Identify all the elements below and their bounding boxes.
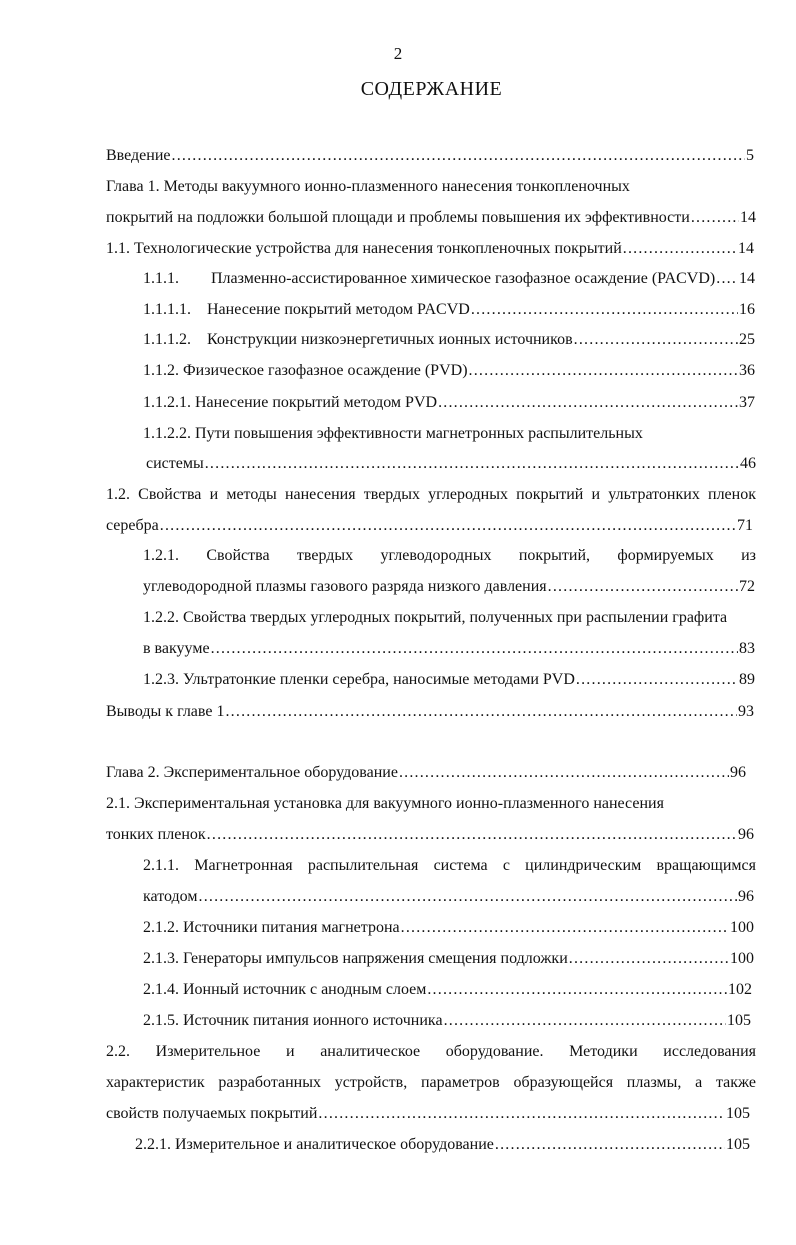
- toc-entry-2-2: 2.2. Измерительное и аналитическое оборудование. Методики исследования: [106, 1043, 756, 1060]
- page-number: 2: [393, 44, 403, 63]
- toc-entry-1-1: 1.1. Технологические устройства для нанесения тонкопленочных покрытий ..... 14: [106, 237, 754, 261]
- toc-title: СОДЕРЖАНИЕ: [360, 78, 503, 100]
- toc-entry-2-1-1-cont: катодом ..... 96: [143, 885, 754, 909]
- toc-entry-1-1-2: 1.1.2. Физическое газофазное осаждение (PVD) ..... 36: [143, 359, 755, 383]
- toc-entry-2-1-1: 2.1.1. Магнетронная распылительная система с цилиндрическим вращающимся: [143, 857, 756, 874]
- toc-entry-1-2: 1.2. Свойства и методы нанесения твердых углеродных покрытий и ультратонких пленок: [106, 486, 756, 503]
- toc-entry-1-2-cont: серебра ..... 71: [106, 514, 753, 538]
- toc-entry-1-1-2-1: 1.1.2.1. Нанесение покрытий методом PVD ..... 37: [143, 391, 755, 415]
- toc-entry-chapter-1-cont: покрытий на подложки большой площади и проблемы повышения их эффективности ..... 14: [106, 206, 756, 230]
- toc-entry-2-1: 2.1. Экспериментальная установка для вакуумного ионно-плазменного нанесения: [106, 795, 664, 812]
- toc-entry-2-2-cont-1: характеристик разработанных устройств, параметров образующейся плазмы, а также: [106, 1074, 756, 1091]
- toc-entry-2-1-2: 2.1.2. Источники питания магнетрона ..... 100: [143, 916, 754, 940]
- toc-entry-2-2-1: 2.2.1. Измерительное и аналитическое оборудование ..... 105: [135, 1133, 750, 1157]
- toc-entry-1-2-1-cont: углеводородной плазмы газового разряда низкого давления ..... 72: [143, 575, 755, 599]
- toc-entry-2-1-5: 2.1.5. Источник питания ионного источника ..... 105: [143, 1009, 751, 1033]
- toc-entry-2-1-4: 2.1.4. Ионный источник с анодным слоем ..... 102: [143, 978, 752, 1002]
- toc-entry-introduction: Введение ..... 5: [106, 144, 754, 168]
- toc-entry-chapter-1: Глава 1. Методы вакуумного ионно-плазменного нанесения тонкопленочных: [106, 178, 630, 195]
- toc-entry-2-2-cont-2: свойств получаемых покрытий ..... 105: [106, 1102, 750, 1126]
- toc-entry-1-2-1: 1.2.1. Свойства твердых углеводородных покрытий, формируемых из: [143, 547, 756, 564]
- toc-entry-1-1-1-2: 1.1.1.2. Конструкции низкоэнергетичных ионных источников ..... 25: [143, 328, 755, 352]
- toc-entry-1-1-2-2: 1.1.2.2. Пути повышения эффективности магнетронных распылительных: [143, 425, 643, 442]
- toc-entry-2-1-3: 2.1.3. Генераторы импульсов напряжения смещения подложки ..... 100: [143, 947, 754, 971]
- toc-entry-1-1-1: 1.1.1. Плазменно-ассистированное химическое газофазное осаждение (PACVD) ..... 14: [143, 267, 755, 291]
- toc-entry-1-1-2-2-cont: системы ..... 46: [146, 452, 756, 476]
- toc-entry-2-1-cont: тонких пленок ..... 96: [106, 823, 754, 847]
- toc-entry-1-2-2: 1.2.2. Свойства твердых углеродных покрытий, полученных при распылении графита: [143, 609, 728, 626]
- toc-entry-chapter-2: Глава 2. Экспериментальное оборудование ..... 96: [106, 761, 746, 785]
- toc-entry-1-2-2-cont: в вакууме ..... 83: [143, 637, 755, 661]
- toc-entry-1-1-1-1: 1.1.1.1. Нанесение покрытий методом PACVD ..... 16: [143, 298, 755, 322]
- toc-entry-chapter-1-conclusions: Выводы к главе 1 ..... 93: [106, 700, 754, 724]
- toc-entry-1-2-3: 1.2.3. Ультратонкие пленки серебра, наносимые методами PVD ..... 89: [143, 668, 755, 692]
